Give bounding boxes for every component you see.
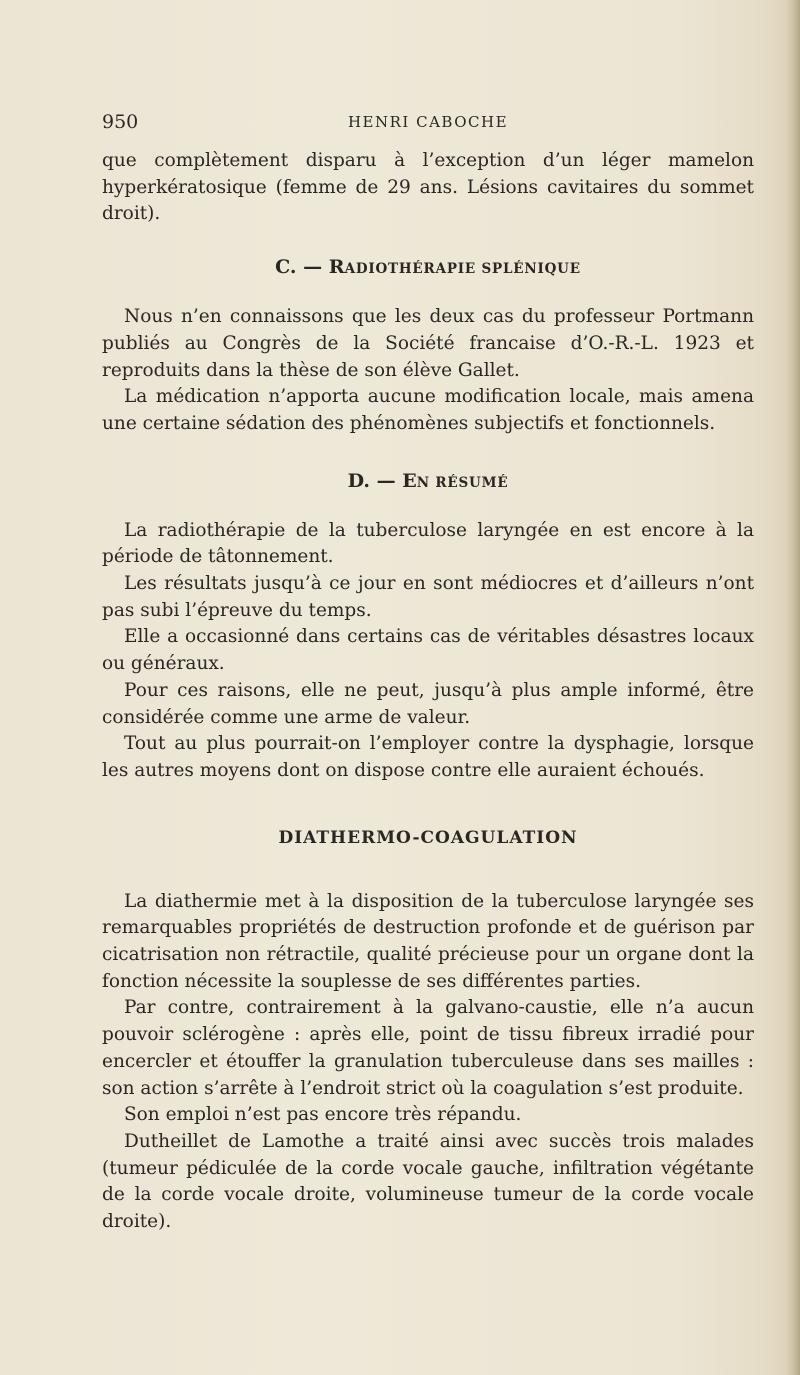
section-c-title-rest: ADIOTHÉRAPIE SPLÉNIQUE: [344, 261, 581, 278]
page-spine-shadow: [786, 0, 800, 1375]
page-header: [102, 108, 754, 136]
diathermo-title: DIATHERMO-COAGULATION: [278, 827, 578, 848]
section-d-title: [102, 468, 754, 496]
section-d-title-rest: N RÉSUMÉ: [416, 474, 509, 491]
paragraph: Nous n’en connaissons que les deux cas du professeur Portmann publiés au Congrès de la Société francaise d’O.-R.-L. 1923 et reproduits dans la thèse de son élève Gallet.: [102, 306, 754, 381]
paragraph: Elle a occasionné dans certains cas de véritables désastres locaux ou généraux.: [102, 626, 754, 675]
paragraph: La diathermie met à la disposition de la tuberculose laryngée ses remarquables propriétés de destruction profonde et de guérison par cicatrisation non rétractile, qualité précieuse pour un organe dont la fonction nécessite la souplesse de ses différentes parties.: [102, 890, 754, 992]
running-head: HENRI CABOCHE: [347, 113, 509, 131]
paragraph: La médication n’apporta aucune modification locale, mais amena une certaine sédation des phénomènes subjectifs et fonctionnels.: [102, 386, 754, 434]
page-number: 950: [102, 111, 139, 133]
paragraph: Pour ces raisons, elle ne peut, jusqu’à plus ample informé, être considérée comme une arme de valeur.: [102, 679, 754, 728]
intro-paragraph: que complètement disparu à l’exception d’un léger mamelon hyperkératosique (femme de 29 ans. Lésions cavitaires du sommet droit).: [102, 150, 754, 225]
paragraph: Dutheillet de Lamothe a traité ainsi avec succès trois malades (tumeur pédiculée de la corde vocale gauche, infiltration végétante de la corde vocale droite, volumineuse tumeur de la corde vocale droite).: [102, 1130, 754, 1233]
paragraph: Son emploi n’est pas encore très répandu.: [124, 1104, 522, 1126]
paragraph: La radiothérapie de la tuberculose laryngée en est encore à la période de tâtonnement.: [102, 519, 754, 568]
paragraph: Les résultats jusqu’à ce jour en sont médiocres et d’ailleurs n’ont pas subi l’épreuve du temps.: [102, 573, 754, 621]
section-c-prefix: C. — R: [275, 256, 345, 279]
paragraph: Tout au plus pourrait-on l’employer contre la dysphagie, lorsque les autres moyens dont on dispose contre elle auraient échoués.: [102, 733, 754, 781]
body-text: [102, 148, 754, 1236]
paragraph: Par contre, contrairement à la galvano-caustie, elle n’a aucun pouvoir sclérogène : après elle, point de tissu fibreux irradié pour encercler et étouffer la granulation tuberculeuse dans ses mailles : son action s’arrête à l’endroit strict où la coagulation s’est produite.: [102, 997, 754, 1099]
section-c-title: [102, 254, 754, 282]
section-d-prefix: D. — E: [347, 469, 417, 492]
